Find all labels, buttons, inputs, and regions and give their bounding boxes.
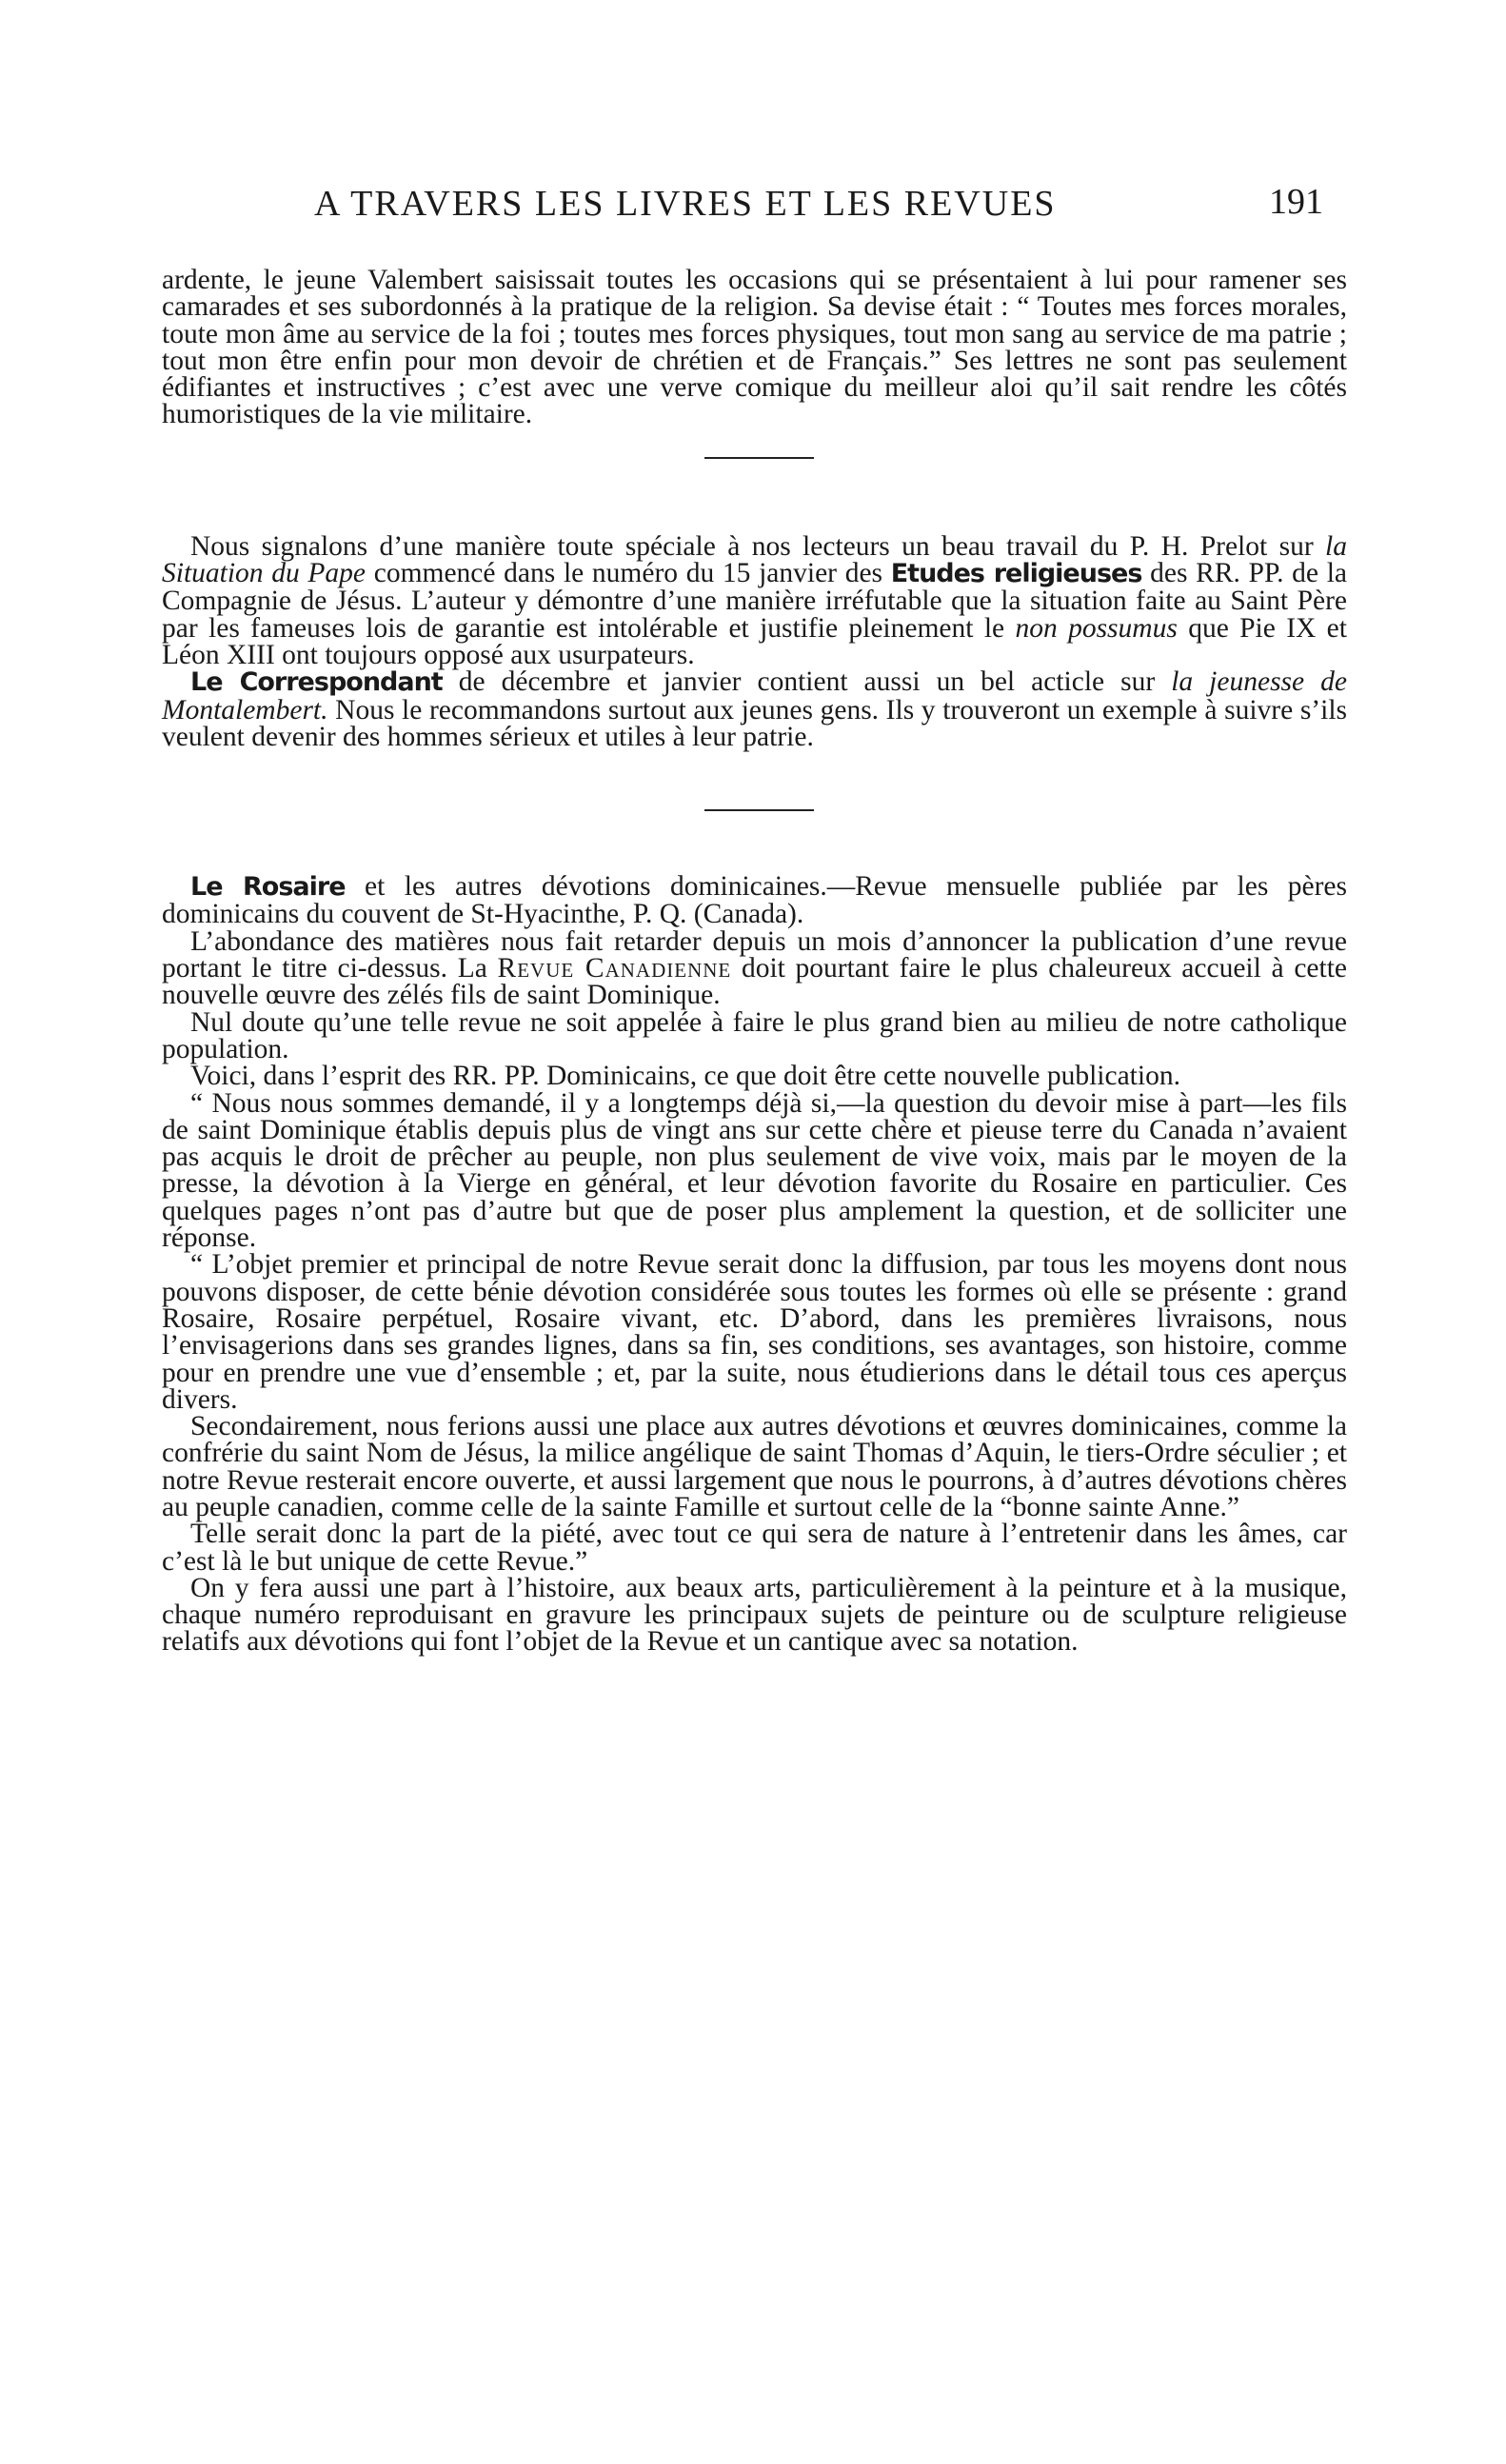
text-run: que Pie IX et Léon XIII ont toujours opposé aux usurpateurs. xyxy=(162,612,1347,670)
paragraph-quote-objet-premier: “ L’objet premier et principal de notre Revue serait donc la diffusion, par tous les moyens dont nous pouvons disposer, de cette bénie dévotion considérée sous toutes les formes où elle se présente : grand Rosaire, Rosaire perpétuel, Rosaire vivant, etc. D’abord, dans les premières livraisons, nous l’envisagerions dans ses grandes lignes, dans sa fin, ses conditions, ses avantages, son histoire, comme pour en prendre une vue d’ensemble ; et, par la suite, nous étudierions dans le détail tous ces aperçus divers. xyxy=(162,1249,1347,1415)
bold-title-le-rosaire: Le Rosaire xyxy=(190,872,346,903)
paragraph-voici: Voici, dans l’esprit des RR. PP. Dominicains, ce que doit être cette nouvelle publication. xyxy=(190,1061,1180,1092)
paragraph-valembert: ardente, le jeune Valembert saisissait toutes les occasions qui se présentaient à lui pour ramener ses camarades et ses subordonnés à la pratique de la religion. Sa devise était : “ Toutes mes forces morales, toute mon âme au service de la foi ; toutes mes forces physiques, tout mon sang au service de ma patrie ; tout mon être enfin pour mon devoir de chrétien et de Français.” Ses lettres ne sont pas seulement édifiantes et instructives ; c’est avec une verve comique du meilleur aloi qu’il sait rendre les côtés humoristiques de la vie militaire. xyxy=(162,265,1347,430)
paragraph-secondairement: Secondairement, nous ferions aussi une place aux autres dévotions et œuvres dominicaines, comme la confrérie du saint Nom de Jésus, la milice angélique de saint Thomas d’Aquin, le tiers-Ordre séculier ; et notre Revue resterait encore ouverte, et aussi largement que nous le pourrons, à d’autres dévotions chères au peuple canadien, comme celle de la sainte Famille et surtout celle de la “bonne sainte Anne.” xyxy=(162,1411,1347,1522)
text-run: de décembre et janvier contient aussi un bel acticle sur xyxy=(442,666,1172,698)
italic-title-jeunesse-montalembert: la jeunesse de Montalembert. xyxy=(162,666,1347,725)
paragraph-on-y-fera: On y fera aussi une part à l’histoire, aux beaux arts, particulièrement à la peinture et à la musique, chaque numéro reproduisant en gravure les principaux sujets de peinture ou de sculpture religieuse relatifs aux dévotions qui font l’objet de la Revue et un cantique avec sa notation. xyxy=(162,1572,1347,1658)
bold-title-le-correspondant: Le Correspondant xyxy=(190,667,443,698)
text-run: L’abondance des matières nous fait retarder depuis un mois d’annoncer la publication d’une revue portant le titre ci-dessus. La xyxy=(162,925,1347,984)
paragraph-nul-doute: Nul doute qu’une telle revue ne soit appelée à faire le plus grand bien au milieu de notre catholique population. xyxy=(162,1006,1347,1064)
italic-title-situation-du-pape: la Situation du Pape xyxy=(162,530,1347,589)
section-etudes xyxy=(162,530,1347,752)
paragraph-rosaire-intro xyxy=(162,873,1347,928)
running-title: A TRAVERS LES LIVRES ET LES REVUES xyxy=(314,184,1057,224)
paragraph-quote-nous-nous: “ Nous nous sommes demandé, il y a longtemps déjà si,—la question du devoir mise à part—les fils de saint Dominique établis depuis plus de vingt ans sur cette chère et pieuse terre du Canada n’avaient pas acquis le droit de prêcher au peuple, non plus seulement de vive voix, mais par le moyen de la presse, la dévotion à la Vierge en général, et leur dévotion favorite du Rosaire en particulier. Ces quelques pages n’ont pas d’autre but que de poser plus amplement la question, et de solliciter une réponse. xyxy=(162,1087,1347,1254)
paragraph-telle-serait: Telle serait donc la part de la piété, avec tout ce qui sera de nature à l’entretenir dans les âmes, car c’est là le but unique de cette Revue.” xyxy=(162,1519,1347,1577)
page-number: 191 xyxy=(1269,182,1323,222)
smallcaps-revue-canadienne: Revue Canadienne xyxy=(497,953,732,984)
page-body xyxy=(162,267,1347,1656)
section-rosaire xyxy=(162,873,1347,1656)
paragraph-etudes xyxy=(162,530,1347,670)
paragraph-correspondant xyxy=(162,668,1347,750)
text-run: doit pourtant faire le plus chaleureux accueil à cette nouvelle œuvre des zélés fils de saint Dominique. xyxy=(162,953,1348,1011)
text-run: commencé dans le numéro du 15 janvier des xyxy=(366,558,891,589)
paragraph-abondance xyxy=(162,925,1348,1011)
section-divider-2 xyxy=(704,809,814,811)
text-run: Nous signalons d’une manière toute spéciale à nos lecteurs un beau travail du P. H. Prelot sur xyxy=(190,530,1326,562)
text-run: des RR. PP. de la Compagnie de Jésus. L’auteur y démontre d’une manière irréfutable que la situation faite au Saint Père par les fameuses lois de garantie est intolérable et justifie pleinement le xyxy=(162,558,1347,644)
section-divider-1 xyxy=(704,457,814,459)
text-run: Nous le recommandons surtout aux jeunes gens. Ils y trouveront un exemple à suivre s’ils veulent devenir des hommes sérieux et utiles à leur patrie. xyxy=(162,694,1347,752)
italic-non-possumus: non possumus xyxy=(1015,612,1178,644)
page-header xyxy=(314,183,1323,240)
bold-title-etudes-religieuses: Etudes religieuses xyxy=(890,559,1142,589)
section-valembert xyxy=(162,267,1347,428)
text-run: et les autres dévotions dominicaines.—Revue mensuelle publiée par les pères dominicains du couvent de St-Hyacinthe, P. Q. (Canada). xyxy=(162,871,1347,930)
